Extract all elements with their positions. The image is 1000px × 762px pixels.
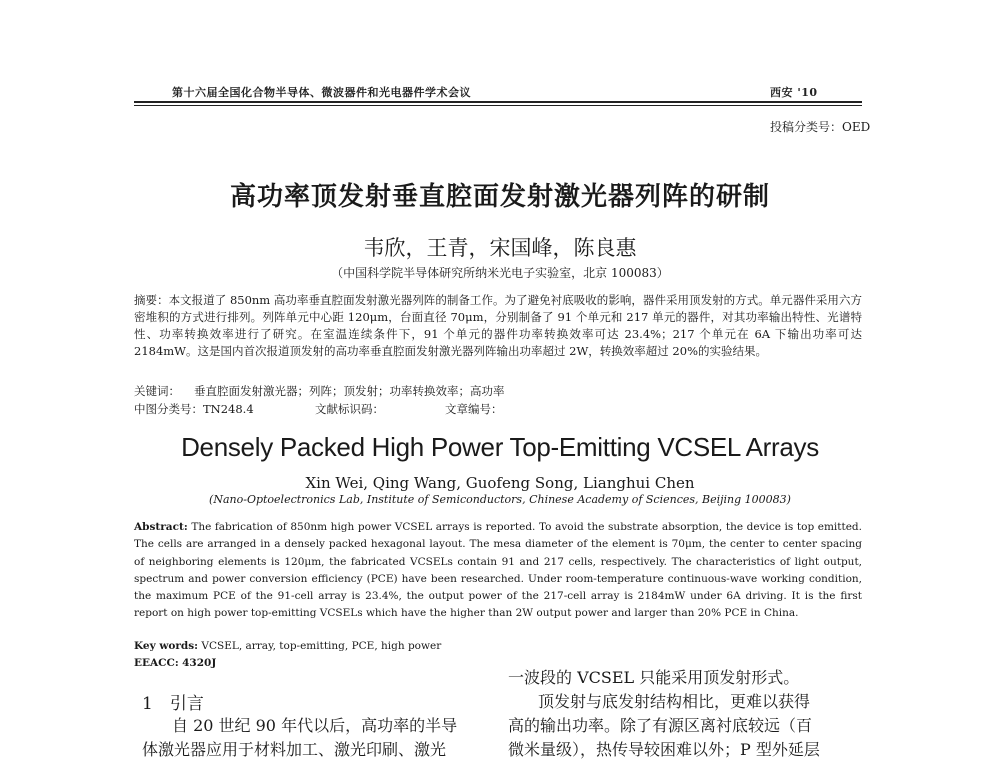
chinese-authors: 韦欣，王青，宋国峰，陈良惠: [363, 236, 637, 260]
right-column-line-3: 高的输出功率。除了有源区离衬底较远（百: [508, 716, 813, 735]
clc-value: TN248.4: [203, 402, 254, 416]
running-header-location: 西安 '10: [770, 86, 818, 99]
left-column-line-2: 体激光器应用于材料加工、激光印刷、激光: [142, 740, 447, 759]
right-column-line-1: 一波段的 VCSEL 只能采用顶发射形式。: [508, 668, 800, 687]
header-rule: [134, 101, 862, 103]
eeacc-line: [134, 657, 216, 669]
chinese-clc-line: [134, 401, 254, 417]
clc-label: 中图分类号：: [134, 402, 203, 416]
document-code-label: 文献标识码：: [315, 402, 384, 416]
chinese-keywords-label: 关键词：: [134, 384, 180, 398]
english-keywords-line: [134, 640, 441, 652]
english-keywords-label: Key words:: [134, 640, 199, 652]
section-heading-introduction: 1 引言: [142, 694, 204, 714]
chinese-keywords: 垂直腔面发射激光器；列阵；顶发射；功率转换效率；高功率: [194, 384, 505, 398]
chinese-abstract: 摘要：本文报道了 850nm 高功率垂直腔面发射激光器列阵的制备工作。为了避免衬底吸收的影响，器件采用顶发射的方式。单元器件采用六方密堆积的方式进行排列。列阵单元中心距 120μm，台面直径 70μm，分别制备了 91 个单元和 217 单元的器件，对其功率输出特性、光谱特性、功率转换效率进行了研究。在室温连续条件下，91 个单元的器件功率转换效率可达 23.4%；217 个单元在 6A 下输出功率可达 2184mW。这是国内首次报道顶发射的高功率垂直腔面发射激光器列阵输出功率超过 2W，转换效率超过 20%的实验结果。: [134, 293, 862, 358]
right-column-line-2: 顶发射与底发射结构相比，更难以获得: [538, 692, 811, 711]
eeacc-value: 4320J: [182, 657, 217, 669]
right-column-line-4: 微米量级），热传导较困难以外；P 型外延层: [508, 740, 820, 759]
chinese-title: 高功率顶发射垂直腔面发射激光器列阵的研制: [229, 182, 770, 212]
english-abstract: [134, 519, 862, 623]
english-abstract-text: The fabrication of 850nm high power VCSEL arrays is reported. To avoid the substrate absorption, the device is top emitted. The cells are arranged in a densely packed hexagonal layout. The mesa diameter of the element is 70μm, the center to center spacing of neighboring elements is 120μm, the fabricated VCSELs contain 91 and 217 cells, respectively. The characteristics of light output, spectrum and power conversion efficiency (PCE) have been researched. Under room-temperature continuous-wave working condition, the maximum PCE of the 91-cell array is 23.4%, the output power of the 217-cell array is 2184mW under 6A driving. It is the first report on high power top-emitting VCSELs which have the higher than 2W output power and larger than 20% PCE in China.: [134, 521, 862, 620]
chinese-keywords-line: [134, 383, 505, 399]
left-column-line-1: 自 20 世纪 90 年代以后，高功率的半导: [172, 716, 458, 735]
header-rule-thin: [134, 105, 862, 106]
chinese-affiliation: （中国科学院半导体研究所纳米光电子实验室，北京 100083）: [331, 266, 669, 280]
english-authors: Xin Wei, Qing Wang, Guofeng Song, Lianghui Chen: [305, 474, 695, 492]
english-affiliation: (Nano-Optoelectronics Lab, Institute of Semiconductors, Chinese Academy of Sciences, Beijing 100083): [209, 493, 791, 506]
running-header-conference: 第十六届全国化合物半导体、微波器件和光电器件学术会议: [172, 86, 471, 99]
english-keywords: VCSEL, array, top-emitting, PCE, high power: [201, 640, 442, 652]
article-number-label: 文章编号：: [445, 402, 503, 416]
submission-classification: 投稿分类号：OED: [770, 120, 871, 134]
eeacc-label: EEACC:: [134, 657, 179, 669]
english-title: Densely Packed High Power Top-Emitting VCSEL Arrays: [181, 432, 819, 462]
english-abstract-label: Abstract:: [134, 521, 188, 533]
